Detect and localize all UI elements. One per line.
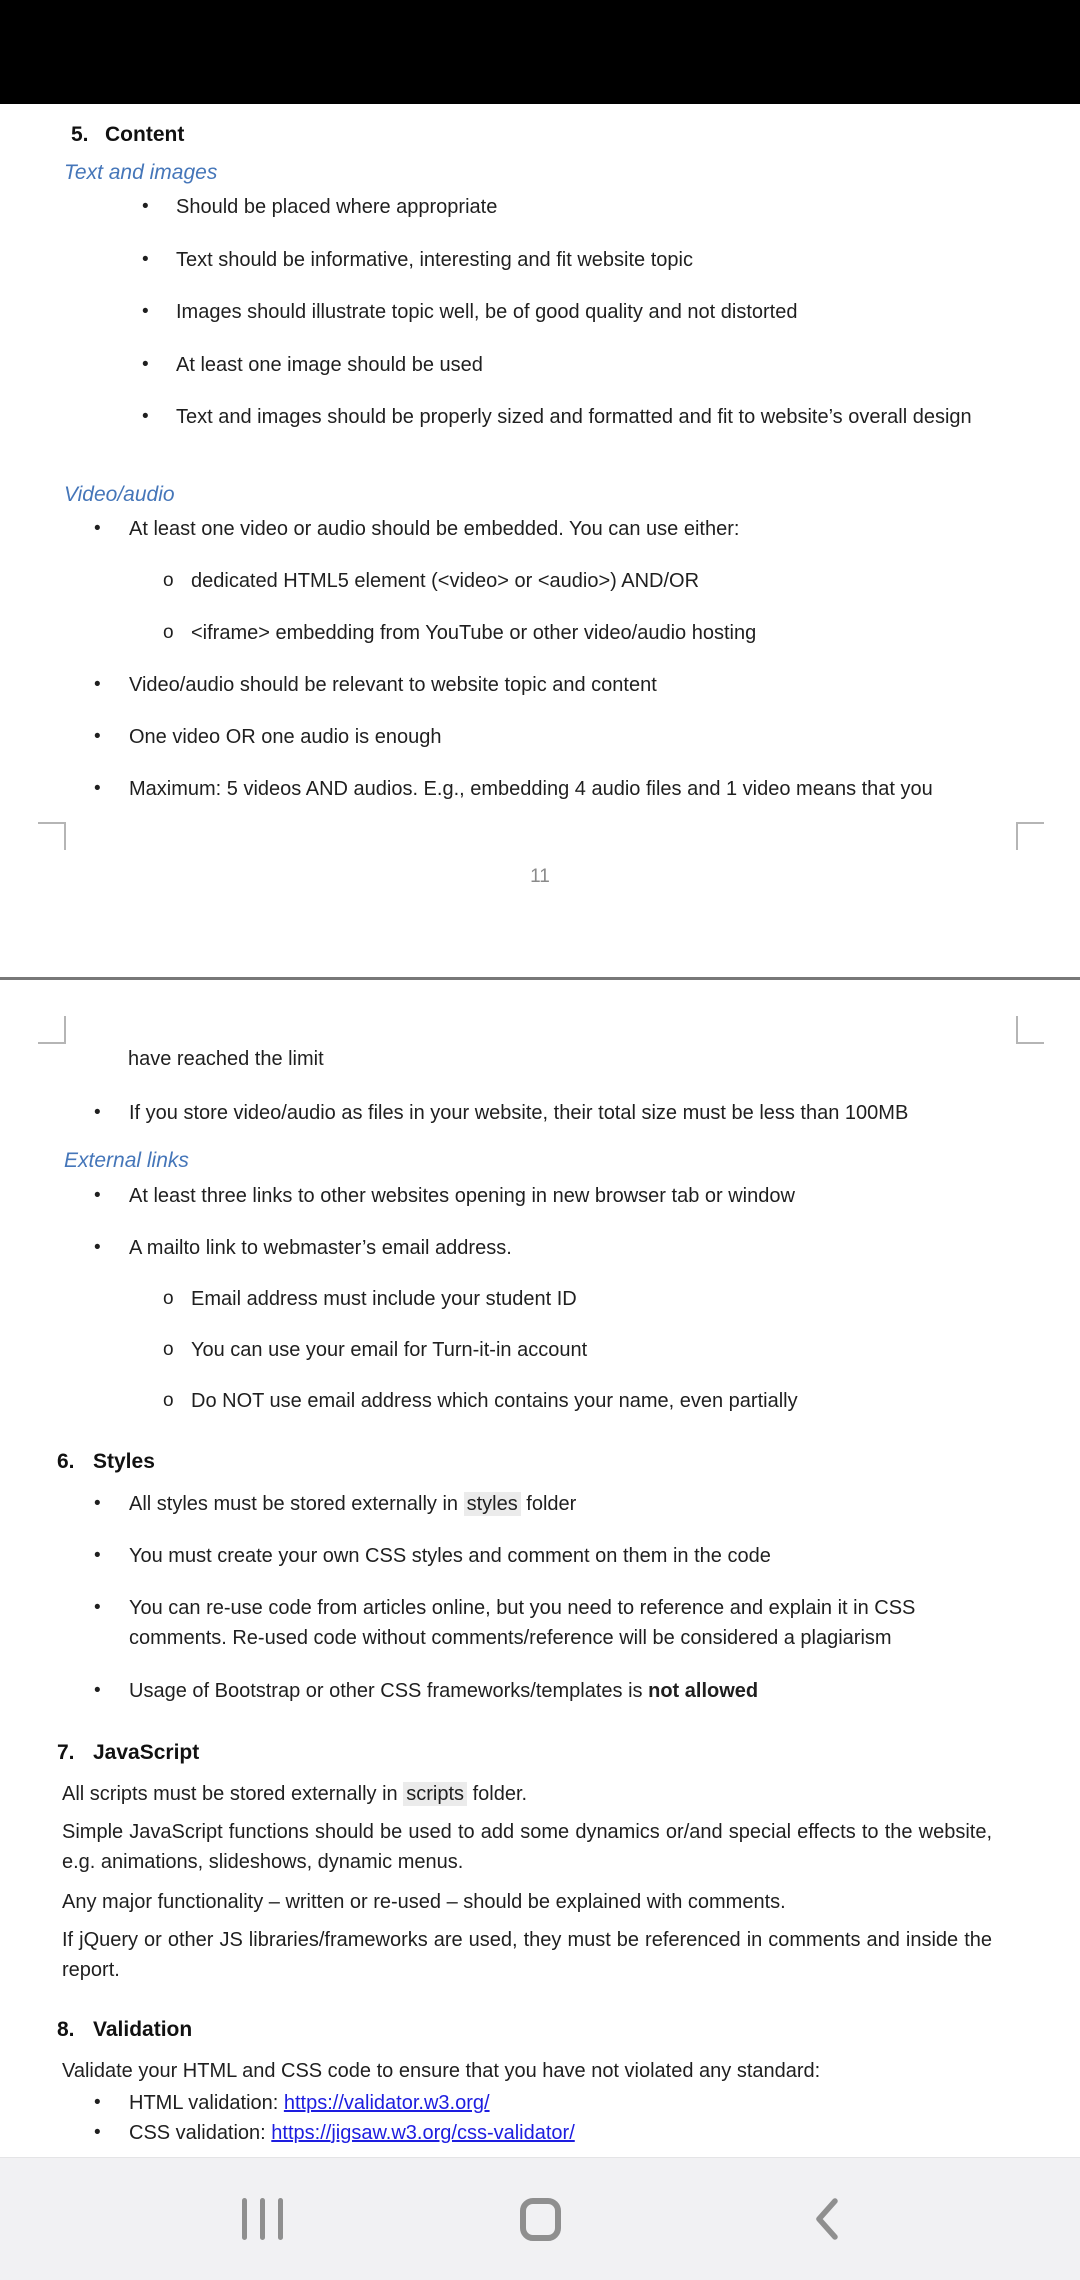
highlighted-term: styles <box>464 1492 521 1516</box>
bullet-icon: • <box>94 2092 101 2113</box>
circle-bullet-icon: o <box>163 622 174 643</box>
bullet-item <box>94 722 1017 752</box>
bullet-item <box>142 402 976 432</box>
bullet-text: At least one video or audio should be embedded. You can use either: <box>129 518 740 540</box>
bullet-icon: • <box>142 354 149 375</box>
sub-bullet-text: You can use your email for Turn-it-in account <box>191 1339 588 1361</box>
section-5-heading <box>71 121 184 149</box>
highlighted-term: scripts <box>403 1782 467 1806</box>
section-number: 5. <box>71 123 89 146</box>
bullet-text: If you store video/audio as files in your website, their total size must be less than 100MB <box>129 1102 909 1124</box>
bullet-item <box>94 514 1017 544</box>
bullet-item <box>94 2118 1017 2148</box>
paragraph: Any major functionality – written or re-used – should be explained with comments. <box>62 1891 786 1913</box>
home-icon <box>520 2198 561 2241</box>
bullet-icon: • <box>94 518 101 539</box>
section-number: 6. <box>57 1450 75 1473</box>
bullet-item <box>94 1541 1017 1571</box>
bullet-icon: • <box>94 1102 101 1123</box>
circle-bullet-icon: o <box>163 1339 174 1360</box>
bold-text: not allowed <box>648 1680 759 1702</box>
bullet-item <box>142 297 976 327</box>
page-corner-mark <box>38 822 66 850</box>
bullet-item <box>94 670 1017 700</box>
bullet-item <box>94 1489 1017 1519</box>
bullet-item <box>94 2088 1017 2118</box>
bullet-text: At least one image should be used <box>176 354 483 376</box>
bullet-icon: • <box>94 2122 101 2143</box>
page-number: 11 <box>530 866 550 887</box>
sub-bullet-text: Email address must include your student ID <box>191 1288 577 1310</box>
page-corner-mark <box>38 1016 66 1044</box>
section-6-heading <box>57 1448 155 1476</box>
subheading-external-links: External links <box>64 1149 189 1172</box>
sub-bullet-item <box>163 618 1021 648</box>
bullet-text: CSS validation: https://jigsaw.w3.org/css-validator/ <box>129 2122 575 2144</box>
html-validation-link[interactable]: https://validator.w3.org/ <box>283 2092 490 2114</box>
bullet-item <box>142 350 976 380</box>
bullet-icon: • <box>94 1680 101 1701</box>
bullet-text: Should be placed where appropriate <box>176 196 498 218</box>
bullet-item <box>142 245 976 275</box>
section-number: 7. <box>57 1741 75 1764</box>
bullet-text: A mailto link to webmaster’s email address. <box>129 1237 512 1259</box>
sub-bullet-item <box>163 1386 1021 1416</box>
bullet-text: HTML validation: https://validator.w3.org/ <box>129 2092 490 2114</box>
bullet-icon: • <box>142 196 149 217</box>
bullet-item <box>94 1593 1017 1653</box>
bullet-text: Images should illustrate topic well, be of good quality and not distorted <box>176 301 798 323</box>
bullet-item <box>94 1181 1017 1211</box>
bullet-icon: • <box>94 1545 101 1566</box>
section-title: Validation <box>93 2018 193 2041</box>
bullet-item <box>142 192 976 222</box>
section-title: JavaScript <box>93 1741 200 1764</box>
paragraph: If jQuery or other JS libraries/frameworks are used, they must be referenced in comments and inside the report. <box>62 1929 992 1981</box>
section-title: Styles <box>93 1450 155 1473</box>
circle-bullet-icon: o <box>163 570 174 591</box>
section-title: Content <box>105 123 185 146</box>
bullet-icon: • <box>94 674 101 695</box>
bullet-text: Video/audio should be relevant to website topic and content <box>129 674 657 696</box>
sub-bullet-item <box>163 1284 1021 1314</box>
bullet-text: You can re-use code from articles online, but you need to reference and explain it in CSS comments. Re-used code without comments/reference will be considered a plagiarism <box>129 1597 916 1649</box>
bullet-text: Text should be informative, interesting and fit website topic <box>176 249 693 271</box>
recents-button[interactable] <box>229 2186 295 2252</box>
bullet-text: Maximum: 5 videos AND audios. E.g., embedding 4 audio files and 1 video means that you <box>129 778 933 800</box>
circle-bullet-icon: o <box>163 1288 174 1309</box>
bullet-icon: • <box>94 1493 101 1514</box>
subheading-text-and-images: Text and images <box>64 161 218 184</box>
bullet-icon: • <box>94 778 101 799</box>
bullet-icon: • <box>94 1185 101 1206</box>
home-button[interactable] <box>507 2184 573 2254</box>
section-7-heading <box>57 1739 199 1767</box>
bullet-item <box>94 1676 1017 1706</box>
bullet-text: Text and images should be properly sized and formatted and fit to website’s overall design <box>176 406 972 428</box>
section-8-heading <box>57 2016 192 2044</box>
paragraph: Validate your HTML and CSS code to ensure that you have not violated any standard: <box>62 2060 821 2082</box>
page-corner-mark <box>1016 1016 1044 1044</box>
bullet-icon: • <box>94 1237 101 1258</box>
page-divider <box>0 977 1080 980</box>
circle-bullet-icon: o <box>163 1390 174 1411</box>
bullet-text: All styles must be stored externally in styles folder <box>129 1493 577 1515</box>
status-bar <box>0 0 1080 104</box>
bullet-item <box>94 774 1017 804</box>
bullet-icon: • <box>142 406 149 427</box>
bullet-text: You must create your own CSS styles and comment on them in the code <box>129 1545 771 1567</box>
bullet-icon: • <box>142 249 149 270</box>
bullet-text: At least three links to other websites opening in new browser tab or window <box>129 1185 795 1207</box>
paragraph: Simple JavaScript functions should be used to add some dynamics or/and special effects to the website, e.g. animations, slideshows, dynamic menus. <box>62 1821 992 1873</box>
continuation-text: have reached the limit <box>128 1048 324 1070</box>
recents-icon <box>242 2198 283 2240</box>
back-icon <box>810 2196 844 2242</box>
bullet-text: Usage of Bootstrap or other CSS frameworks/templates is not allowed <box>129 1680 759 1702</box>
sub-bullet-item <box>163 1335 1021 1365</box>
bullet-item <box>94 1233 1017 1263</box>
bullet-icon: • <box>142 301 149 322</box>
sub-bullet-text: dedicated HTML5 element (<video> or <audio>) AND/OR <box>191 570 700 592</box>
bullet-item <box>94 1098 1017 1128</box>
sub-bullet-text: <iframe> embedding from YouTube or other video/audio hosting <box>191 622 757 644</box>
bullet-icon: • <box>94 1597 101 1618</box>
bullet-text: One video OR one audio is enough <box>129 726 442 748</box>
sub-bullet-item <box>163 566 1021 596</box>
back-button[interactable] <box>794 2186 860 2252</box>
section-number: 8. <box>57 2018 75 2041</box>
subheading-video-audio: Video/audio <box>64 483 175 506</box>
bullet-icon: • <box>94 726 101 747</box>
sub-bullet-text: Do NOT use email address which contains your name, even partially <box>191 1390 798 1412</box>
css-validation-link[interactable]: https://jigsaw.w3.org/css-validator/ <box>271 2122 575 2144</box>
paragraph: All scripts must be stored externally in scripts folder. <box>62 1783 528 1805</box>
navigation-bar <box>0 2157 1080 2280</box>
page-corner-mark <box>1016 822 1044 850</box>
